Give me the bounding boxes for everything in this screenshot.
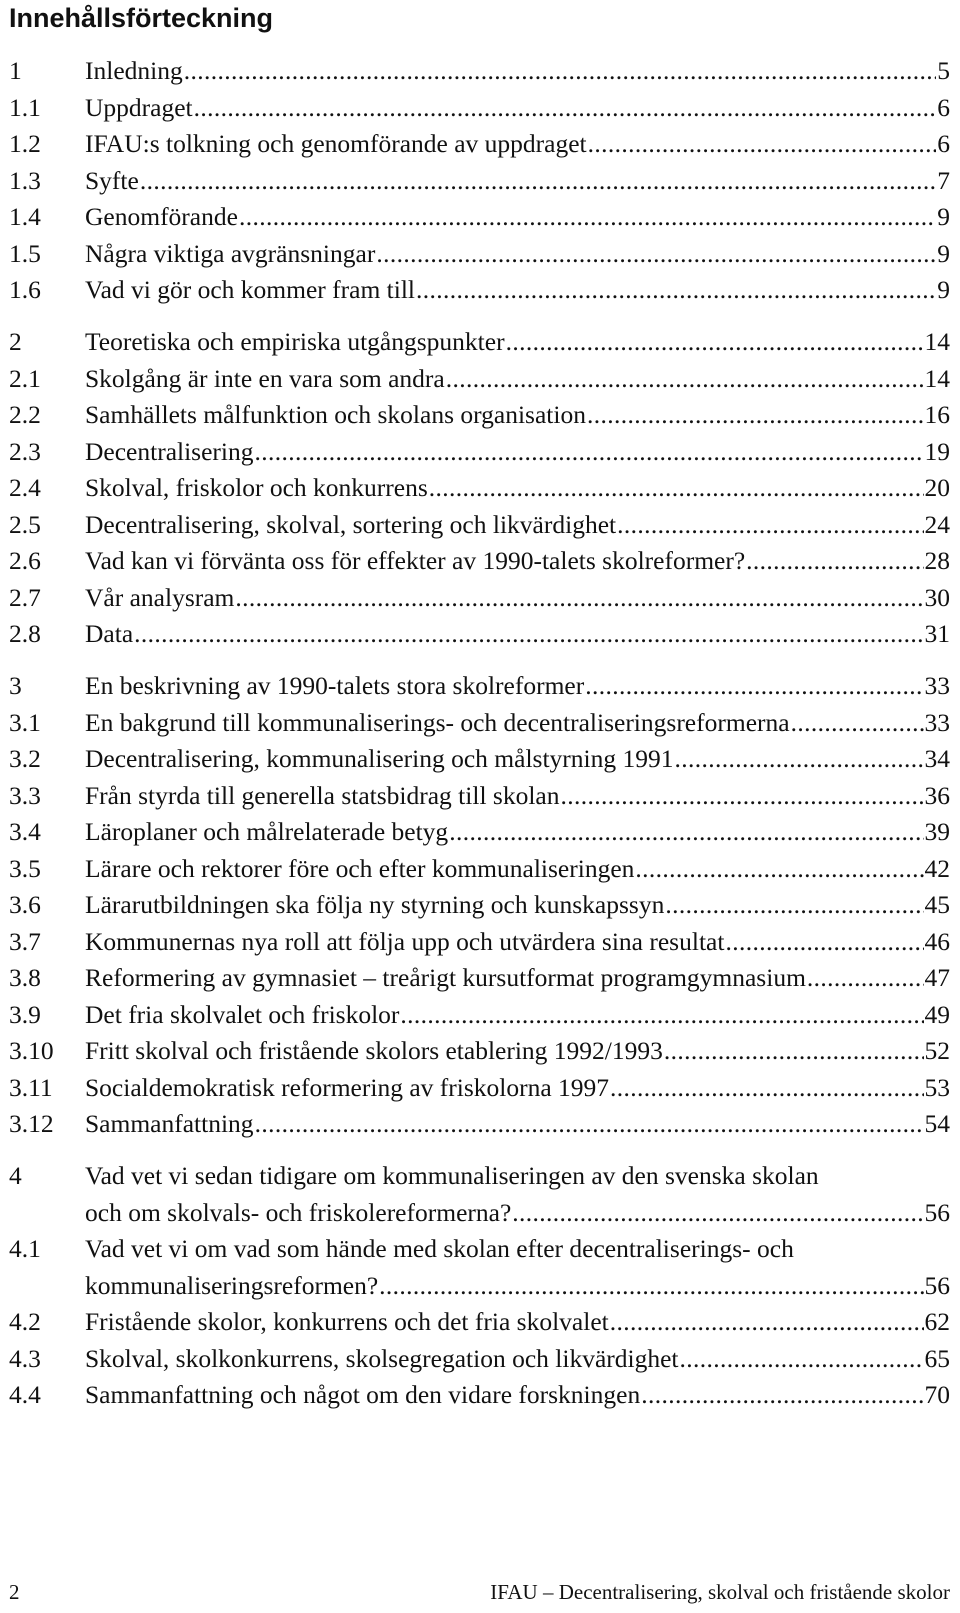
toc-entry-line <box>85 162 950 199</box>
toc-entry-line <box>85 579 950 616</box>
toc-entry-page-number: 47 <box>924 963 950 992</box>
dot-leader <box>184 52 937 89</box>
toc-entry-line <box>85 740 950 777</box>
toc-section-entry <box>0 396 960 433</box>
toc-section-entry <box>0 850 960 887</box>
toc-entry-title: Decentralisering <box>85 436 254 466</box>
toc-entry-title: Decentralisering, kommunalisering och målstyrning 1991 <box>85 744 674 773</box>
toc-section-entry <box>0 959 960 996</box>
toc-entry-number: 2.6 <box>9 546 41 575</box>
toc-entry-page-number: 42 <box>924 853 950 883</box>
toc-entry-title: Lärare och rektorer före och efter kommunaliseringen <box>85 853 635 883</box>
toc-entry-number: 3.5 <box>9 853 41 883</box>
dot-leader <box>134 615 923 652</box>
toc-section-entry <box>0 1105 960 1142</box>
toc-entry-number: 3.1 <box>9 707 41 737</box>
toc-entry-number: 1.5 <box>9 238 41 268</box>
toc-entry-line <box>85 271 950 308</box>
toc-section-entry <box>0 542 960 579</box>
toc-title: Innehållsförteckning <box>9 3 274 33</box>
toc-section-entry <box>0 1032 960 1069</box>
toc-entry-page-number: 14 <box>924 327 950 356</box>
toc-entry-title: Reformering av gymnasiet – treårigt kursutformat programgymnasium <box>85 963 806 992</box>
toc-section-entry <box>0 89 960 126</box>
toc-entry-page-number: 62 <box>924 1307 950 1336</box>
toc-section-entry <box>0 1340 960 1377</box>
dot-leader <box>588 125 937 162</box>
dot-leader <box>587 396 924 433</box>
toc-entry-line <box>85 198 950 235</box>
toc-entry-line <box>85 996 950 1033</box>
toc-entry-number: 1.1 <box>9 92 41 122</box>
toc-entry-title: Fritt skolval och fristående skolors etablering 1992/1993 <box>85 1036 663 1065</box>
dot-leader <box>807 959 924 996</box>
toc-entry-line <box>85 1105 950 1142</box>
toc-chapter-entry <box>0 1157 960 1194</box>
dot-leader <box>506 323 924 360</box>
toc-entry-number: 2.7 <box>9 582 41 612</box>
toc-chapter-entry <box>0 323 960 360</box>
toc-section-entry <box>0 198 960 235</box>
dot-leader <box>446 360 924 397</box>
toc-entry-line <box>85 1303 950 1340</box>
toc-entry-line <box>85 469 950 506</box>
toc-entry-number: 3.3 <box>9 780 41 810</box>
toc-entry-line <box>85 923 950 960</box>
footer-text: IFAU – Decentralisering, skolval och fristående skolor <box>490 1580 950 1604</box>
toc-entry-line <box>85 777 950 814</box>
dot-leader <box>255 1105 924 1142</box>
toc-entry-page-number: 24 <box>924 509 950 539</box>
dot-leader <box>400 996 923 1033</box>
toc-entry-title: Teoretiska och empiriska utgångspunkter <box>85 327 505 356</box>
toc-entry-line <box>85 125 950 162</box>
toc-section-entry <box>0 506 960 543</box>
toc-entry-page-number: 36 <box>924 780 950 810</box>
dot-leader <box>512 1194 923 1231</box>
toc-section-entry <box>0 996 960 1033</box>
toc-chapter-entry <box>0 52 960 89</box>
toc-entry-line <box>85 323 950 360</box>
dot-leader <box>429 469 924 506</box>
toc-entry-title: Data <box>85 619 134 648</box>
toc-entry-line <box>85 813 950 850</box>
toc-entry-title: Inledning <box>85 56 183 85</box>
toc-entry-title: Skolgång är inte en vara som andra <box>85 363 445 393</box>
toc-entry-page-number: 34 <box>924 744 950 773</box>
toc-entry-title: Vår analysram <box>85 582 235 612</box>
toc-entry-line <box>85 1340 950 1377</box>
toc-entry-number: 2.2 <box>9 400 41 429</box>
toc-entry-line <box>85 850 950 887</box>
toc-entry-number: 2 <box>9 327 22 356</box>
toc-entry-title: Skolval, friskolor och konkurrens <box>85 473 428 502</box>
toc-section-entry <box>0 1230 960 1267</box>
toc-entry-page-number: 33 <box>924 707 950 737</box>
toc-entry-page-number: 31 <box>924 619 950 648</box>
dot-leader <box>791 704 924 741</box>
dot-leader <box>449 813 923 850</box>
toc-entry-page-number: 14 <box>924 363 950 393</box>
toc-entry-title: Sammanfattning och något om den vidare forskningen <box>85 1380 641 1409</box>
dot-leader <box>376 235 936 272</box>
toc-entry-line <box>85 360 950 397</box>
dot-leader <box>416 271 936 308</box>
toc-section-entry <box>0 469 960 506</box>
toc-entry-number: 1.2 <box>9 129 41 158</box>
toc-entry-number: 2.3 <box>9 436 41 466</box>
toc-entry-title: En beskrivning av 1990-talets stora skolreformer <box>85 671 585 700</box>
toc-entry-line <box>85 704 950 741</box>
toc-section-entry <box>0 1303 960 1340</box>
toc-entry-number: 3.10 <box>9 1036 54 1065</box>
page-footer <box>0 1578 960 1606</box>
toc-entry-line <box>85 506 950 543</box>
toc-section-entry <box>0 360 960 397</box>
toc-entry-title: En bakgrund till kommunaliserings- och decentraliseringsreformerna <box>85 707 790 737</box>
toc-entry-number: 2.1 <box>9 363 41 393</box>
toc-entry-page-number: 20 <box>924 473 950 502</box>
toc-entry-title: Fristående skolor, konkurrens och det fria skolvalet <box>85 1307 609 1336</box>
toc-entry-page-number: 9 <box>937 275 950 304</box>
toc-entry-page-number: 30 <box>924 582 950 612</box>
dot-leader <box>725 923 923 960</box>
toc-entry-page-number: 65 <box>924 1343 950 1373</box>
toc-entry-page-number: 53 <box>924 1072 950 1102</box>
toc-entry-number: 1.3 <box>9 165 41 195</box>
toc-entry-number: 2.5 <box>9 509 41 539</box>
toc-entry-page-number: 52 <box>924 1036 950 1065</box>
toc-entry-number: 2.4 <box>9 473 41 502</box>
toc-entry-title: IFAU:s tolkning och genomförande av uppdraget <box>85 129 587 158</box>
toc-entry-title: Vad vet vi om vad som hände med skolan efter decentraliserings- och <box>85 1234 794 1263</box>
toc-entry-page-number: 6 <box>937 92 950 122</box>
toc-entry-page-number: 39 <box>924 817 950 846</box>
toc-section-entry <box>0 1069 960 1106</box>
toc-entry-title: Socialdemokratisk reformering av friskolorna 1997 <box>85 1072 610 1102</box>
dot-leader <box>560 777 923 814</box>
toc-section-entry <box>0 923 960 960</box>
toc-entry-page-number: 54 <box>924 1109 950 1138</box>
dot-leader <box>617 506 923 543</box>
toc-entry-line <box>85 615 950 652</box>
toc-entry-number: 3.4 <box>9 817 41 846</box>
toc-entry-number: 1 <box>9 56 22 85</box>
toc-entry-title: Genomförande <box>85 202 238 231</box>
toc-entry-page-number: 56 <box>924 1270 950 1300</box>
toc-entry-line <box>85 89 950 126</box>
toc-chapter-entry <box>0 667 960 704</box>
toc-entry-line <box>85 1267 950 1304</box>
toc-entry-title: Kommunernas nya roll att följa upp och utvärdera sina resultat <box>85 926 725 956</box>
toc-entry-title: Från styrda till generella statsbidrag till skolan <box>85 780 560 810</box>
toc-entry-number: 3.8 <box>9 963 41 992</box>
toc-entry-page-number: 7 <box>937 165 950 195</box>
toc-entry-number: 4.4 <box>9 1380 41 1409</box>
toc-entry-line <box>85 959 950 996</box>
toc-entry-title: Vad vi gör och kommer fram till <box>85 275 416 304</box>
toc-entry-number: 4.1 <box>9 1234 41 1263</box>
toc-entry-title: Lärarutbildningen ska följa ny styrning och kunskapssyn <box>85 890 665 919</box>
toc-entry-title: Vad kan vi förvänta oss för effekter av 1990-talets skolreformer? <box>85 546 746 575</box>
toc-entry-number: 4 <box>9 1161 22 1190</box>
toc-section-entry <box>0 162 960 199</box>
toc-entry-number: 2.8 <box>9 619 41 648</box>
dot-leader <box>746 542 923 579</box>
toc-entry-page-number: 9 <box>937 202 950 231</box>
toc-entry-page-number: 16 <box>924 400 950 429</box>
toc-entry-line <box>85 1069 950 1106</box>
toc-entry-line <box>85 396 950 433</box>
dot-leader <box>675 740 924 777</box>
toc-entry-title: Vad vet vi sedan tidigare om kommunaliseringen av den svenska skolan <box>85 1161 819 1190</box>
toc-entry-line <box>85 235 950 272</box>
dot-leader <box>635 850 923 887</box>
toc-section-entry <box>0 1376 960 1413</box>
toc-section-entry <box>0 704 960 741</box>
toc-entry-number: 1.6 <box>9 275 41 304</box>
toc-entry-page-number: 56 <box>924 1197 950 1227</box>
dot-leader <box>664 1032 924 1069</box>
toc-entry-line <box>85 1376 950 1413</box>
toc-section-entry <box>0 886 960 923</box>
toc-entry-number: 3.2 <box>9 744 41 773</box>
toc-section-entry <box>0 579 960 616</box>
toc-entry-page-number: 33 <box>924 671 950 700</box>
toc-section-entry <box>0 615 960 652</box>
toc-entry-page-number: 9 <box>937 238 950 268</box>
toc-entry-line <box>85 433 950 470</box>
dot-leader <box>255 433 924 470</box>
toc-entry-title: kommunaliseringsreformen? <box>85 1270 379 1300</box>
dot-leader <box>194 89 937 126</box>
dot-leader <box>680 1340 924 1377</box>
toc-section-entry <box>0 235 960 272</box>
toc-entry-title: Det fria skolvalet och friskolor <box>85 999 400 1029</box>
toc-entry-page-number: 28 <box>924 546 950 575</box>
toc-entry-continuation <box>0 1194 960 1231</box>
toc-section-entry <box>0 433 960 470</box>
toc-entry-page-number: 6 <box>937 129 950 158</box>
toc-entry-number: 4.2 <box>9 1307 41 1336</box>
toc-entry-line <box>85 1194 950 1231</box>
toc-section-entry <box>0 125 960 162</box>
toc-entry-number: 4.3 <box>9 1343 41 1373</box>
dot-leader <box>379 1267 923 1304</box>
toc-entry-page-number: 49 <box>924 999 950 1029</box>
toc-entry-continuation <box>0 1267 960 1304</box>
toc-entry-line <box>85 886 950 923</box>
dot-leader <box>585 667 923 704</box>
toc-section-entry <box>0 777 960 814</box>
toc-entry-title: Läroplaner och målrelaterade betyg <box>85 817 449 846</box>
dot-leader <box>665 886 923 923</box>
toc-entry-page-number: 70 <box>924 1380 950 1409</box>
toc-entry-title: och om skolvals- och friskolereformerna? <box>85 1197 512 1227</box>
toc-entry-number: 3.7 <box>9 926 41 956</box>
toc-entry-number: 3.11 <box>9 1072 53 1102</box>
footer-page-number: 2 <box>9 1580 20 1604</box>
dot-leader <box>239 198 936 235</box>
toc-entry-page-number: 19 <box>924 436 950 466</box>
toc-entry-number: 3.12 <box>9 1109 54 1138</box>
toc-entry-line <box>85 667 950 704</box>
toc-entry-line <box>85 1032 950 1069</box>
dot-leader <box>235 579 923 616</box>
toc-section-entry <box>0 271 960 308</box>
toc-entry-title: Uppdraget <box>85 92 193 122</box>
dot-leader <box>140 162 936 199</box>
toc-entry-page-number: 5 <box>937 56 950 85</box>
toc-entry-number: 3 <box>9 671 22 700</box>
toc-entry-number: 3.9 <box>9 999 41 1029</box>
toc-entry-line <box>85 52 950 89</box>
toc-section-entry <box>0 740 960 777</box>
toc-entry-title: Samhällets målfunktion och skolans organisation <box>85 400 586 429</box>
toc-entry-page-number: 45 <box>924 890 950 919</box>
dot-leader <box>641 1376 923 1413</box>
toc-entry-page-number: 46 <box>924 926 950 956</box>
toc-section-entry <box>0 813 960 850</box>
toc-entry-title: Syfte <box>85 165 139 195</box>
toc-entry-title: Sammanfattning <box>85 1109 254 1138</box>
toc-entry-line <box>85 542 950 579</box>
dot-leader <box>610 1069 923 1106</box>
dot-leader <box>610 1303 924 1340</box>
toc-entry-title: Decentralisering, skolval, sortering och likvärdighet <box>85 509 617 539</box>
toc-entry-number: 3.6 <box>9 890 41 919</box>
toc-entry-number: 1.4 <box>9 202 41 231</box>
toc-entry-title: Några viktiga avgränsningar <box>85 238 376 268</box>
toc-entry-title: Skolval, skolkonkurrens, skolsegregation och likvärdighet <box>85 1343 679 1373</box>
